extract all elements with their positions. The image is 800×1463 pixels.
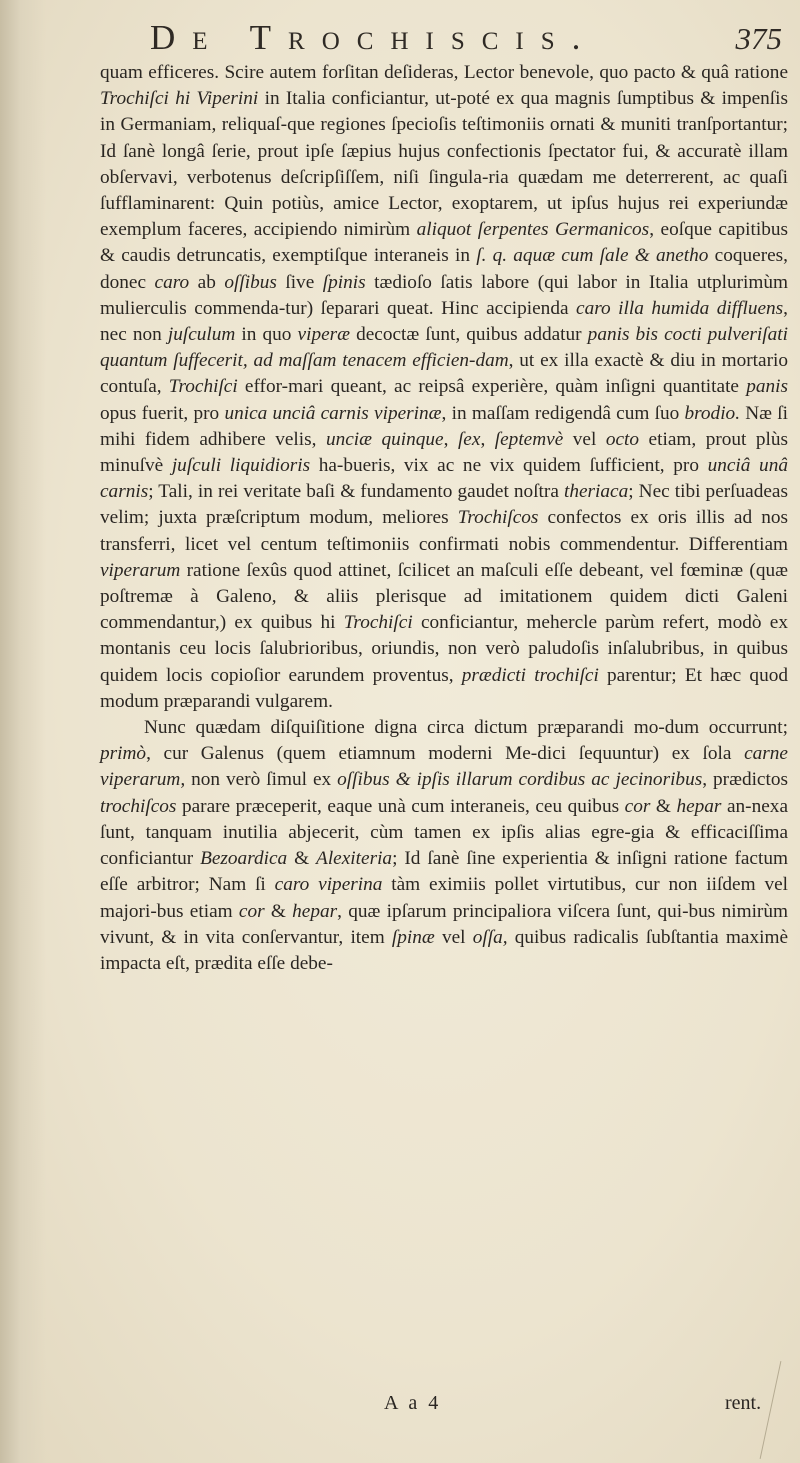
text-run: in quo: [235, 324, 298, 346]
italic-run: octo: [605, 428, 640, 450]
text-run: ha-bueris, vix ac ne vix quidem ſufficient, pro: [310, 455, 708, 477]
italic-run: ſpinis: [322, 271, 366, 293]
text-run: confectos ex oris illis ad nos transferri, licet vel centum teſtimoniis confirmati nobis commendentur. Differentiam: [100, 507, 788, 555]
text-run: coqueres, donec: [100, 245, 788, 293]
text-run: Nunc quædam diſquiſitione digna circa dictum præparandi mo-dum occurrunt;: [144, 717, 788, 739]
italic-run: ſpinæ: [391, 926, 435, 948]
text-run: opus fuerit, pro: [100, 402, 225, 424]
text-run: ,: [480, 428, 495, 450]
text-run: , nec non: [100, 297, 788, 346]
italic-run: Trochiſci: [343, 612, 413, 634]
text-run: &: [264, 900, 293, 922]
italic-run: cor: [624, 795, 651, 817]
italic-run: carne viperarum,: [100, 743, 788, 791]
italic-run: viperarum: [100, 559, 181, 581]
text-run: , ut ex illa exactè & diu in mortario contuſa,: [100, 350, 788, 398]
text-run: quam efficeres. Scire autem forſitan deſideras, Lector benevole, quo pacto & quâ ratione: [100, 62, 788, 83]
italic-run: ſeptemvè: [494, 428, 564, 450]
italic-run: Alexiteria: [316, 848, 393, 870]
italic-run: theriaca: [563, 481, 629, 503]
italic-run: ſ. q. aquæ cum ſale & anetho: [476, 245, 709, 267]
italic-run: oſſibus & ipſis illarum cordibus ac jecinoribus: [337, 769, 703, 791]
italic-run: caro illa humida diffluens: [576, 297, 784, 319]
italic-run: ſex: [457, 428, 481, 450]
text-run: , cur Galenus (quem etiamnum moderni Me-dici ſequuntur) ex ſola: [146, 743, 745, 765]
text-run: ab: [189, 271, 225, 293]
text-run: effor-mari queant, ac reipsâ experière, quàm inſigni quantitate: [237, 376, 747, 398]
italic-run: Bezoardica: [200, 848, 288, 870]
text-run: non verò ſimul ex: [185, 769, 338, 791]
text-run: conficiantur, mehercle parùm refert, modò ex montanis ceu locis ſalubrioribus, oriundis, non verò paludoſis inſalubribus, in quibus quidem locis copioſior earundem proventus,: [100, 612, 788, 686]
text-run: in Italia conficiantur, ut-poté ex qua magnis ſumptibus & impenſis in Germaniam, reliquaſ-que regiones ſpecioſis teſtimoniis ornati & muniti tranſportantur; Id ſanè longâ ſerie, prout ipſe ſæpius hujus confectionis ſpectator fui, & accuratè illam obſervavi, verbotenus deſcripſiſſem, niſi ſingula-ria quædam me deterrerent, ac quaſi ſufflaminarent: Quin potiùs, amice Lector, exoptarem, ut ipſus hujus rei experiundæ exemplum faceres, accipiendo nimirùm: [100, 88, 788, 241]
text-run: , in maſſam redigendâ cum ſuo: [441, 402, 685, 424]
page-header: [150, 18, 790, 62]
italic-run: trochiſcos: [100, 795, 177, 817]
text-run: , quæ ipſarum principaliora viſcera ſunt, qui-bus nimirùm vivunt, & in vita conſervantur, item: [100, 900, 788, 948]
italic-run: brodio.: [684, 402, 741, 424]
italic-run: aliquot ſerpentes Germanicos: [416, 219, 650, 241]
gutter-shadow: [0, 0, 46, 1463]
paragraph: [100, 715, 788, 977]
page-number: 375: [735, 21, 782, 56]
text-run: ,: [443, 428, 458, 450]
italic-run: unciâ unâ carnis: [100, 455, 788, 503]
text-run: tàm eximiis pollet virtutibus, cur non iiſdem vel majori-bus etiam: [100, 874, 788, 922]
italic-run: panis: [746, 376, 788, 398]
page-footer: [0, 1392, 800, 1422]
italic-run: primò: [100, 743, 147, 765]
text-run: ; Nec tibi perſuadeas velim; juxta præſcriptum modum, meliores: [100, 481, 788, 529]
text-run: etiam, prout plùs minuſvè: [100, 428, 789, 477]
catchword: rent.: [725, 1392, 762, 1414]
italic-run: viperæ: [297, 324, 351, 346]
text-run: vel: [434, 926, 473, 948]
text-run: quibus radicalis ſubſtantia maximè impacta eſt, prædita eſſe debe-: [100, 926, 788, 974]
text-run: an-nexa ſunt, tanquam inutilia abjecerit, cùm tamen ex ipſis alias egre-gia & efficaciſſima conficiantur: [100, 795, 789, 870]
text-run: tædioſo ſatis labore (qui labor in Italia utplurimùm mulierculis commenda-tur) ſeparari queat. Hinc accipienda: [100, 271, 788, 319]
italic-run: unciæ quinque: [325, 428, 444, 450]
text-run: ; Id ſanè ſine experientia & inſigni ratione factum eſſe arbitror; Nam ſi: [100, 848, 788, 896]
italic-run: caro viperina: [274, 874, 383, 896]
italic-run: oſſibus: [224, 271, 277, 293]
italic-run: hepar: [292, 900, 338, 922]
text-run: , prædictos: [702, 769, 788, 791]
italic-run: juſculi liquidioris: [171, 455, 311, 477]
text-run: decoctæ ſunt, quibus addatur: [350, 324, 588, 346]
italic-run: unica unciâ carnis viperinæ: [224, 402, 442, 424]
text-run: &: [650, 795, 677, 817]
text-run: Næ ſi mihi fidem adhibere velis,: [100, 402, 788, 450]
italic-run: hepar: [676, 795, 722, 817]
text-run: vel: [563, 428, 606, 450]
italic-run: Trochiſci: [168, 376, 238, 398]
signature-mark: A a 4: [384, 1392, 442, 1414]
italic-run: juſculum: [167, 324, 236, 346]
text-run: ſive: [276, 271, 323, 293]
italic-run: Trochiſci hi Viperini: [100, 88, 259, 110]
running-title: De Trochiscis.: [150, 18, 598, 57]
paragraph: [100, 60, 788, 715]
italic-run: panis bis cocti pulveriſati quantum ſuffecerit, ad maſſam tenacem efficien-dam: [100, 324, 789, 372]
italic-run: prædicti trochiſci: [461, 664, 599, 686]
italic-run: caro: [154, 271, 190, 293]
text-run: ; Tali, in rei veritate baſi & fundamento gaudet noſtra: [148, 481, 564, 503]
text-run: parare præceperit, eaque unà cum interaneis, ceu quibus: [176, 795, 625, 817]
text-run: &: [287, 848, 317, 870]
text-run: ratione ſexûs quod attinet, ſcilicet an maſculi eſſe debeant, vel fœminæ (quæ poſtremæ à Galeno, & aliis plerisque ad imitationem quidem dicti Galeni commendantur,) ex quibus hi: [100, 559, 788, 634]
text-run: , eoſque capitibus & caudis detruncatis, exemptiſque interaneis in: [100, 219, 789, 267]
italic-run: cor: [238, 900, 265, 922]
italic-run: oſſa,: [472, 926, 508, 948]
text-run: parentur; Et hæc quod modum præparandi vulgarem.: [100, 664, 788, 712]
body-text: [100, 60, 788, 977]
italic-run: Trochiſcos: [457, 507, 539, 529]
